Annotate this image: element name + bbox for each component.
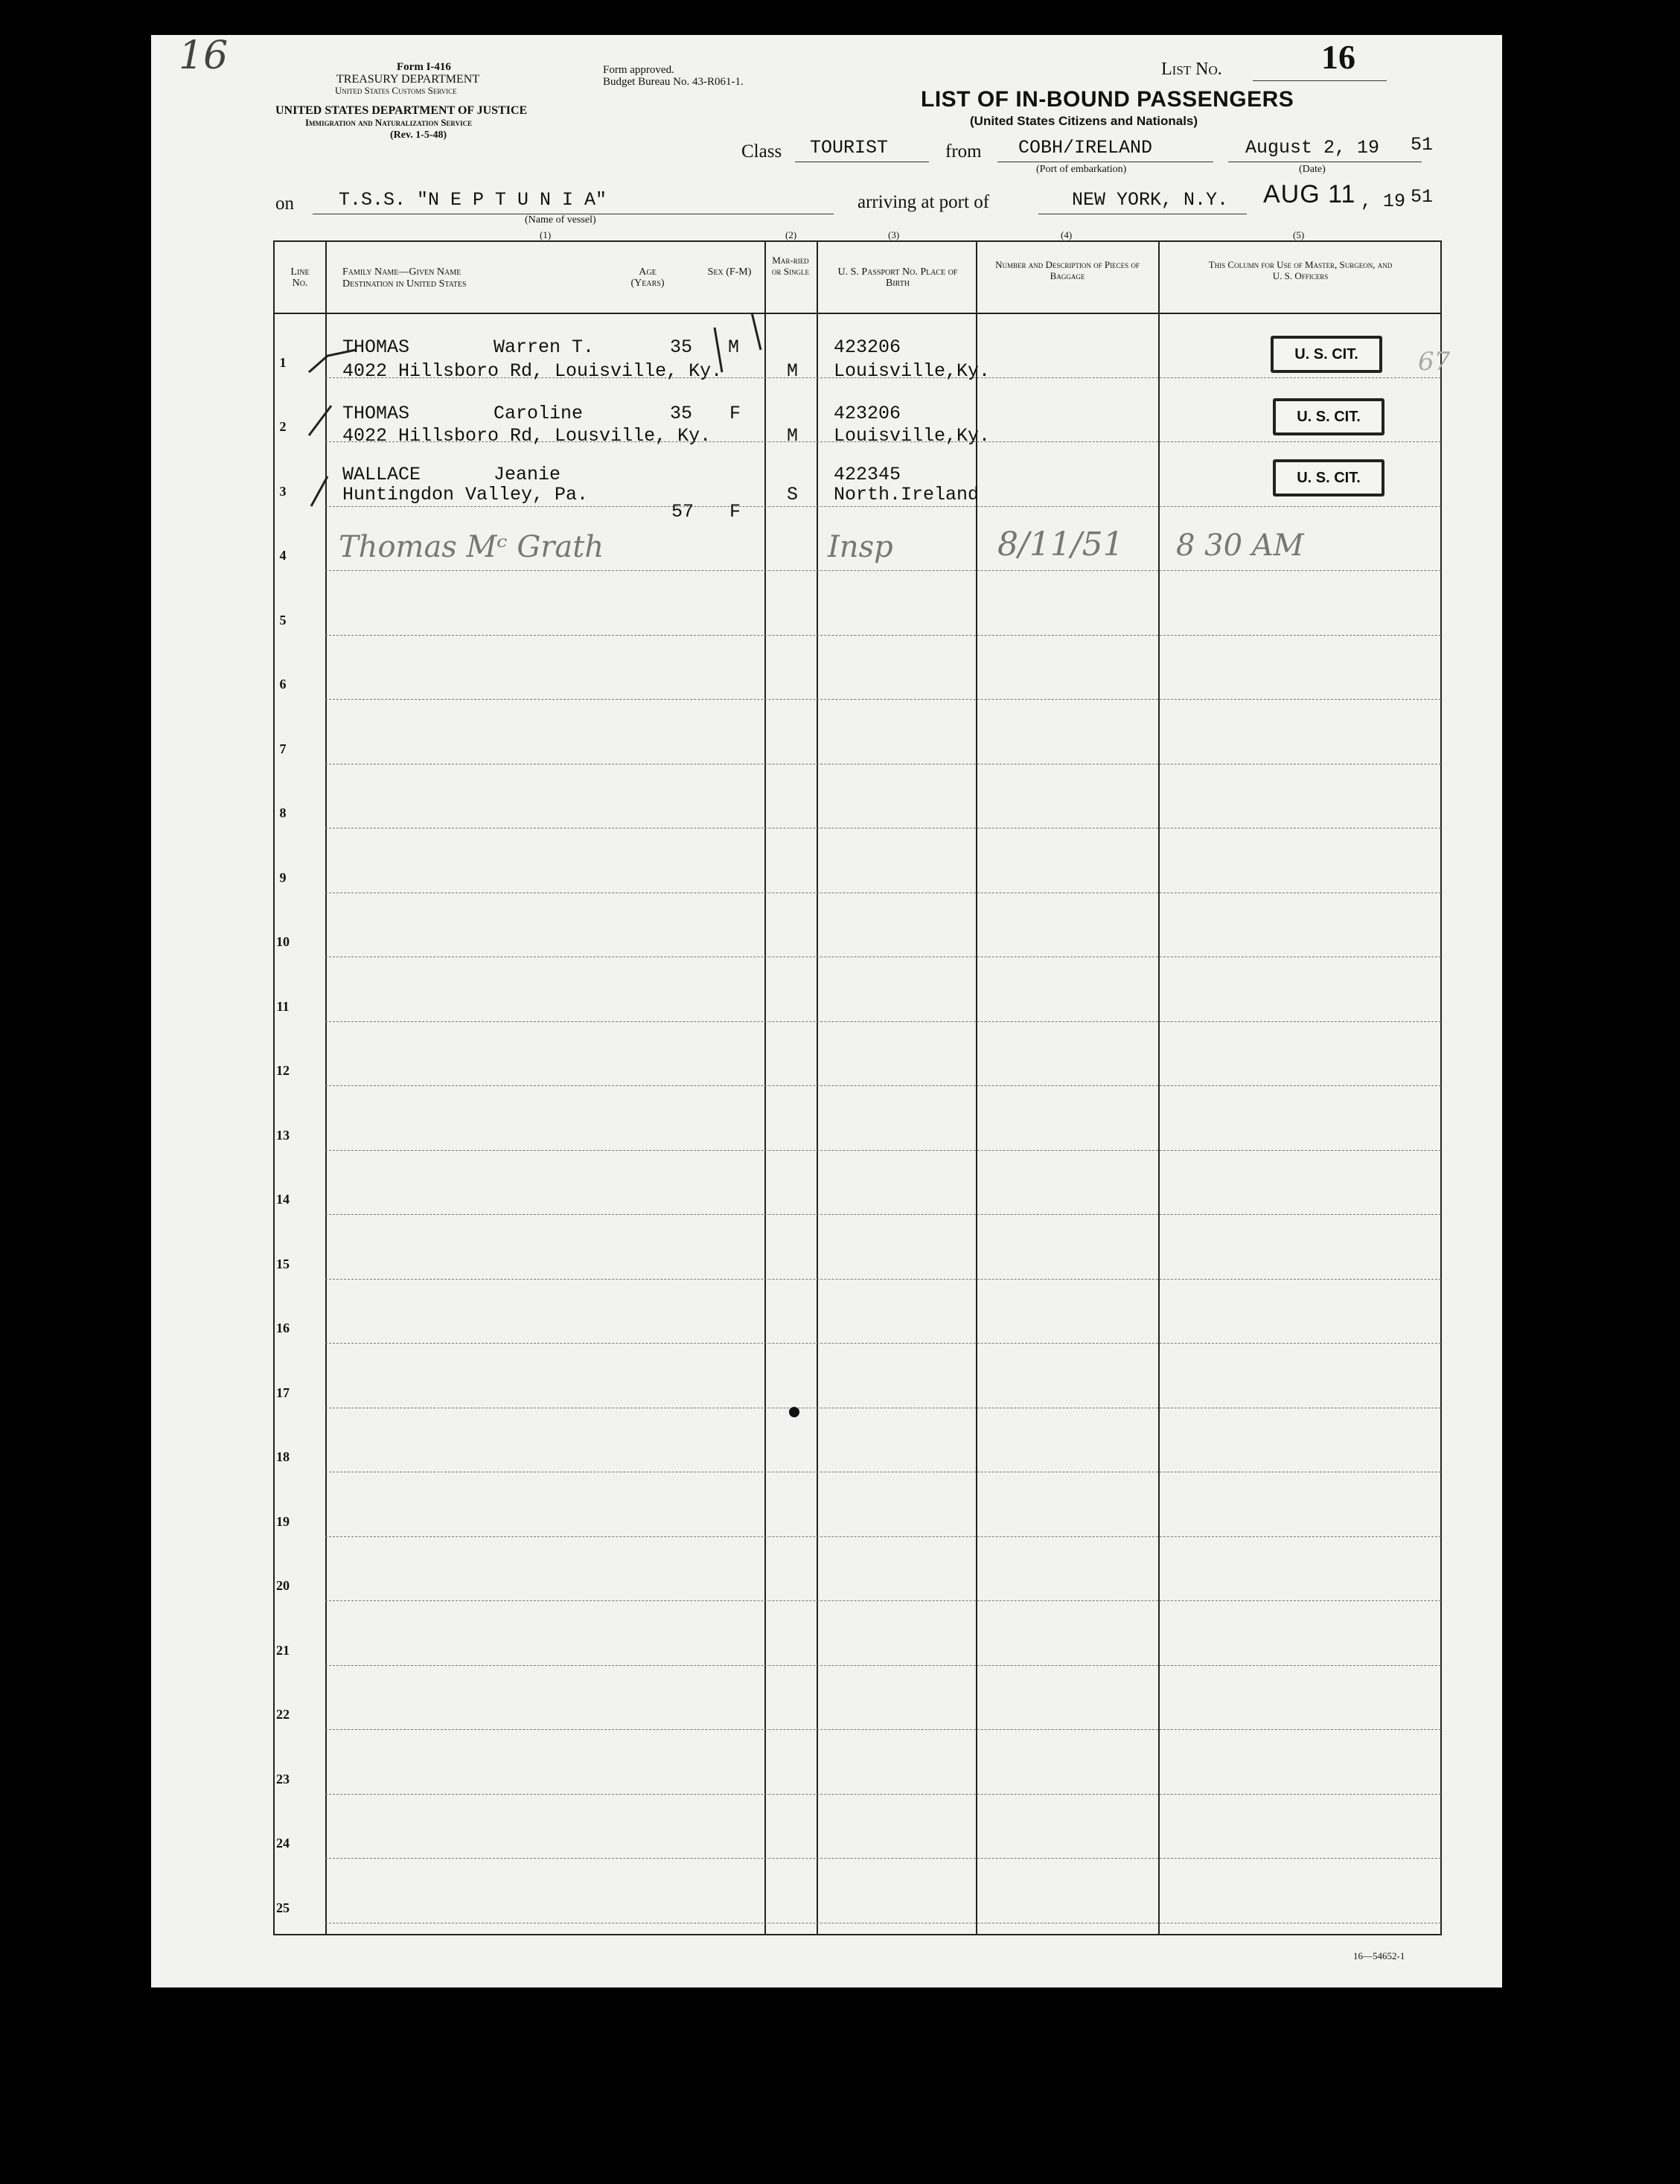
date-caption: (Date) bbox=[1299, 164, 1326, 175]
passenger-birthplace: North.Ireland bbox=[834, 484, 980, 505]
check-mark bbox=[311, 476, 328, 506]
line-number: 3 bbox=[279, 483, 287, 499]
class-label: Class bbox=[741, 141, 782, 162]
passenger-age: 57 bbox=[671, 501, 694, 523]
line-number: 9 bbox=[279, 869, 287, 885]
line-number: 8 bbox=[279, 805, 287, 820]
hdr-sex: Sex (F-M) bbox=[707, 266, 752, 278]
passenger-birthplace: Louisville,Ky. bbox=[834, 425, 991, 447]
hdr-married: Mar-ried or Single bbox=[772, 255, 809, 277]
arrival-year-prefix: , 19 bbox=[1361, 191, 1406, 212]
passenger-address: 4022 Hillsboro Rd, Louisville, Ky. bbox=[342, 360, 723, 382]
line-number: 2 bbox=[279, 419, 287, 434]
line-number: 6 bbox=[279, 677, 287, 692]
vessel-name: T.S.S. "N E P T U N I A" bbox=[339, 189, 607, 211]
passenger-surname: THOMAS bbox=[342, 336, 410, 358]
arrival-date-stamp: AUG 11 bbox=[1263, 180, 1356, 208]
from-label: from bbox=[945, 141, 982, 162]
check-mark bbox=[715, 328, 722, 372]
passenger-passport: 422345 bbox=[834, 464, 901, 485]
passenger-sex: F bbox=[729, 501, 741, 523]
passenger-given-name: Jeanie bbox=[494, 464, 561, 485]
hdr-destination: Destination in United States bbox=[342, 278, 467, 290]
embark-date: August 2, 19 bbox=[1245, 137, 1380, 159]
passenger-age: 35 bbox=[670, 403, 693, 424]
passenger-marital: M bbox=[787, 360, 799, 382]
line-number: 17 bbox=[276, 1385, 290, 1400]
line-number: 4 bbox=[279, 548, 287, 563]
col-num-5: (5) bbox=[1293, 229, 1305, 240]
check-mark bbox=[309, 406, 331, 435]
line-number: 12 bbox=[276, 1063, 290, 1078]
ink-spot bbox=[789, 1407, 799, 1417]
inspection-time: 8 30 AM bbox=[1176, 529, 1304, 563]
passenger-sex: F bbox=[729, 403, 741, 424]
hdr-line-no: Line No. bbox=[290, 266, 310, 289]
line-number: 1 bbox=[279, 354, 287, 370]
page-title: LIST OF IN-BOUND PASSENGERS bbox=[921, 87, 1294, 112]
line-number: 21 bbox=[276, 1642, 290, 1658]
line-number: 5 bbox=[279, 612, 287, 628]
hdr-age: Age (Years) bbox=[630, 266, 665, 289]
side-number: 67 bbox=[1418, 347, 1451, 377]
line-number: 10 bbox=[276, 934, 290, 949]
list-number: 16 bbox=[1321, 38, 1355, 76]
treasury-dept: TREASURY DEPARTMENT bbox=[336, 73, 480, 86]
officer-title: Insp bbox=[828, 530, 893, 564]
port-of-embarkation: COBH/IRELAND bbox=[1018, 137, 1153, 159]
us-citizen-stamp: U. S. CIT. bbox=[1273, 398, 1384, 435]
passenger-passport: 423206 bbox=[834, 403, 901, 424]
line-number: 24 bbox=[276, 1836, 290, 1851]
hdr-passport: U. S. Passport No. Place of Birth bbox=[837, 266, 958, 289]
us-citizen-stamp: U. S. CIT. bbox=[1271, 336, 1382, 373]
page-subtitle: (United States Citizens and Nationals) bbox=[970, 114, 1198, 128]
passenger-passport: 423206 bbox=[834, 336, 901, 358]
line-number: 14 bbox=[276, 1192, 290, 1207]
line-number: 18 bbox=[276, 1449, 290, 1464]
line-number: 20 bbox=[276, 1578, 290, 1593]
col-num-2: (2) bbox=[785, 229, 797, 240]
passenger-age: 35 bbox=[670, 336, 693, 358]
line-number: 22 bbox=[276, 1707, 290, 1722]
footer-code: 16—54652-1 bbox=[1353, 1950, 1405, 1961]
passenger-address: Huntingdon Valley, Pa. bbox=[342, 484, 589, 505]
check-mark bbox=[752, 313, 761, 350]
passenger-given-name: Warren T. bbox=[494, 336, 595, 358]
hdr-name: Family Name—Given Name bbox=[342, 266, 461, 278]
customs-service: United States Customs Service bbox=[335, 85, 457, 96]
form-approved: Form approved. bbox=[603, 64, 674, 76]
check-mark bbox=[309, 350, 356, 372]
budget-bureau: Budget Bureau No. 43-R061-1. bbox=[603, 76, 744, 88]
arriving-label: arriving at port of bbox=[857, 192, 990, 212]
arrival-year: 51 bbox=[1411, 186, 1434, 208]
vessel-caption: (Name of vessel) bbox=[525, 214, 596, 226]
hdr-baggage: Number and Description of Pieces of Baggage bbox=[995, 259, 1140, 281]
form-number: Form I-416 bbox=[397, 61, 451, 73]
line-number: 23 bbox=[276, 1771, 290, 1787]
us-citizen-stamp: U. S. CIT. bbox=[1273, 459, 1384, 496]
margin-note: 16 bbox=[179, 33, 229, 78]
passenger-sex: M bbox=[728, 336, 740, 358]
list-no-label: List No. bbox=[1161, 60, 1222, 79]
officer-signature: Thomas Mᶜ Grath bbox=[339, 530, 604, 564]
class-value: TOURIST bbox=[810, 137, 889, 159]
on-label: on bbox=[275, 194, 294, 214]
hdr-officers: This Column for Use of Master, Surgeon, and U. S. Officers bbox=[1208, 259, 1393, 281]
revision: (Rev. 1-5-48) bbox=[390, 130, 447, 141]
line-number: 11 bbox=[276, 998, 290, 1014]
passenger-surname: WALLACE bbox=[342, 464, 421, 485]
ins-line: Immigration and Naturalization Service bbox=[305, 117, 473, 128]
line-number: 13 bbox=[276, 1127, 290, 1143]
line-number: 15 bbox=[276, 1256, 290, 1271]
col-num-4: (4) bbox=[1061, 229, 1073, 240]
embark-year: 51 bbox=[1411, 134, 1434, 156]
passenger-marital: M bbox=[787, 425, 799, 447]
line-number: 7 bbox=[279, 741, 287, 756]
col-num-1: (1) bbox=[540, 229, 552, 240]
line-number: 19 bbox=[276, 1513, 290, 1529]
line-number: 25 bbox=[276, 1900, 290, 1915]
line-number: 16 bbox=[276, 1321, 290, 1335]
inspection-date: 8/11/51 bbox=[997, 526, 1124, 563]
passenger-marital: S bbox=[787, 484, 799, 505]
port-caption: (Port of embarkation) bbox=[1036, 164, 1127, 175]
passenger-given-name: Caroline bbox=[494, 403, 584, 424]
justice-dept: UNITED STATES DEPARTMENT OF JUSTICE bbox=[275, 104, 528, 117]
passenger-address: 4022 Hillsboro Rd, Lousville, Ky. bbox=[342, 425, 712, 447]
passenger-birthplace: Louisville,Ky. bbox=[834, 360, 991, 382]
arrival-port: NEW YORK, N.Y. bbox=[1072, 189, 1229, 211]
col-num-3: (3) bbox=[888, 229, 900, 240]
passenger-surname: THOMAS bbox=[342, 403, 410, 424]
